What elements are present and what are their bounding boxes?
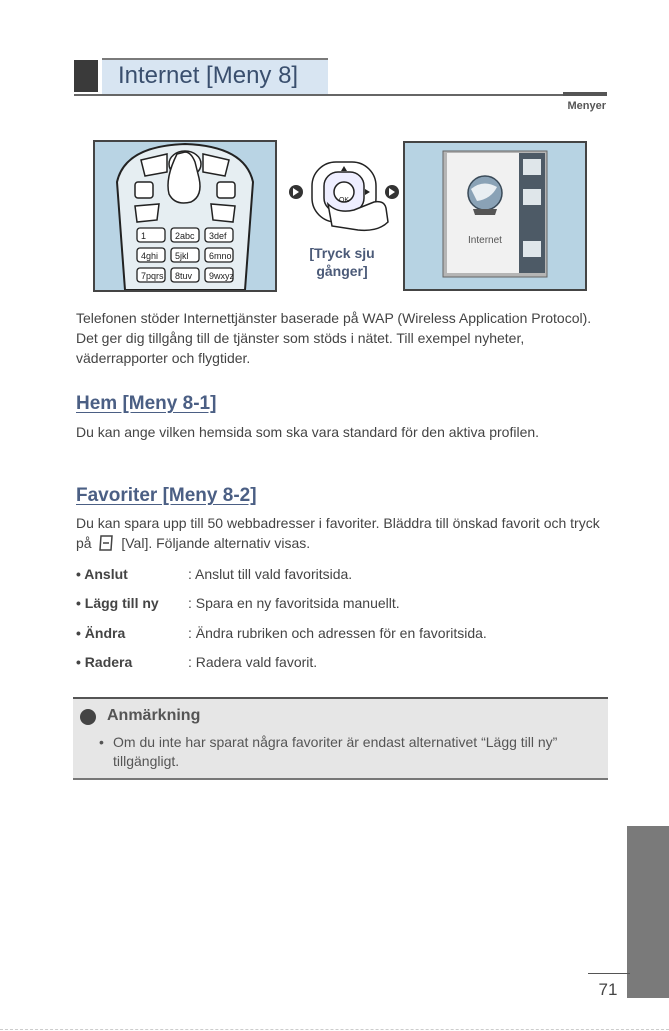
header-divider [74, 94, 607, 96]
option-andra [76, 625, 608, 647]
screen-drawing [405, 143, 585, 289]
note-list-bullet: • [99, 734, 104, 750]
phone-keypad-illustration [93, 140, 277, 292]
header-divider-accent [563, 92, 607, 96]
page-title-block [74, 58, 328, 94]
chapter-side-tab [627, 826, 669, 998]
keypad-drawing [95, 142, 275, 290]
key-3-label: 3def [209, 231, 227, 241]
option-name: • Radera [76, 654, 133, 670]
nav-caption [292, 244, 392, 280]
intro-paragraph: Telefonen stöder Internettjänster baserade på WAP (Wireless Application Protocol). Det ger dig tillgång till de tjänster som stöds i nätet. Till exempel nyheter, väderrapporter och flygtider. [76, 310, 592, 366]
page-number: 71 [598, 980, 618, 999]
key-6-label: 6mno [209, 251, 232, 261]
option-lagg-till-ny [76, 595, 608, 617]
phone-screen-illustration [403, 141, 587, 291]
section-label: Menyer [567, 100, 606, 112]
option-desc: : Spara en ny favoritsida manuellt. [188, 595, 400, 611]
nav-key-drawing [288, 158, 400, 242]
section-heading-favoriter: Favoriter [Meny 8-2] [76, 485, 257, 506]
key-1-label: 1 [141, 231, 147, 241]
option-radera [76, 654, 608, 676]
section-text-hem: Du kan ange vilken hemsida som ska vara standard för den aktiva profilen. [76, 424, 540, 440]
key-2-label: 2abc [175, 231, 195, 241]
option-desc: : Radera vald favorit. [188, 654, 318, 670]
note-box [73, 697, 608, 780]
key-5-label: 5jkl [175, 251, 189, 261]
section-text-favoriter [76, 513, 608, 556]
option-anslut [76, 566, 608, 588]
nav-caption-line2: gånger] [316, 263, 368, 279]
option-name: • Ändra [76, 625, 126, 641]
nav-caption-line1: [Tryck sju [309, 245, 375, 261]
page-number-rule [588, 973, 630, 974]
screen-label: Internet [468, 235, 502, 246]
option-name: • Anslut [76, 566, 128, 582]
note-body: Om du inte har sparat några favoriter är endast alternativet “Lägg till ny” tillgängligt. [113, 734, 558, 769]
key-8-label: 8tuv [175, 271, 193, 281]
note-title: Anmärkning [107, 707, 201, 724]
softkey-icon [98, 535, 114, 556]
page-title: Internet [Meny 8] [118, 62, 299, 89]
key-7-label: 7pqrs [141, 271, 164, 281]
ok-key-label: OK [338, 197, 350, 204]
key-4-label: 4ghi [141, 251, 159, 261]
section-heading-hem: Hem [Meny 8-1] [76, 393, 217, 414]
favoriter-text-after: [Val]. Följande alternativ visas. [121, 535, 311, 551]
note-bullet-icon [80, 709, 96, 725]
key-9-label: 9wxyz [209, 271, 235, 281]
favoriter-text-before: Du kan spara upp till 50 webbadresser i favoriter. Bläddra till önskad favorit och tryck på [76, 515, 600, 551]
title-marker [74, 60, 98, 92]
option-desc: : Ändra rubriken och adressen för en favoritsida. [188, 625, 487, 641]
option-name: • Lägg till ny [76, 595, 159, 611]
note-text [99, 733, 593, 771]
option-desc: : Anslut till vald favoritsida. [188, 566, 353, 582]
